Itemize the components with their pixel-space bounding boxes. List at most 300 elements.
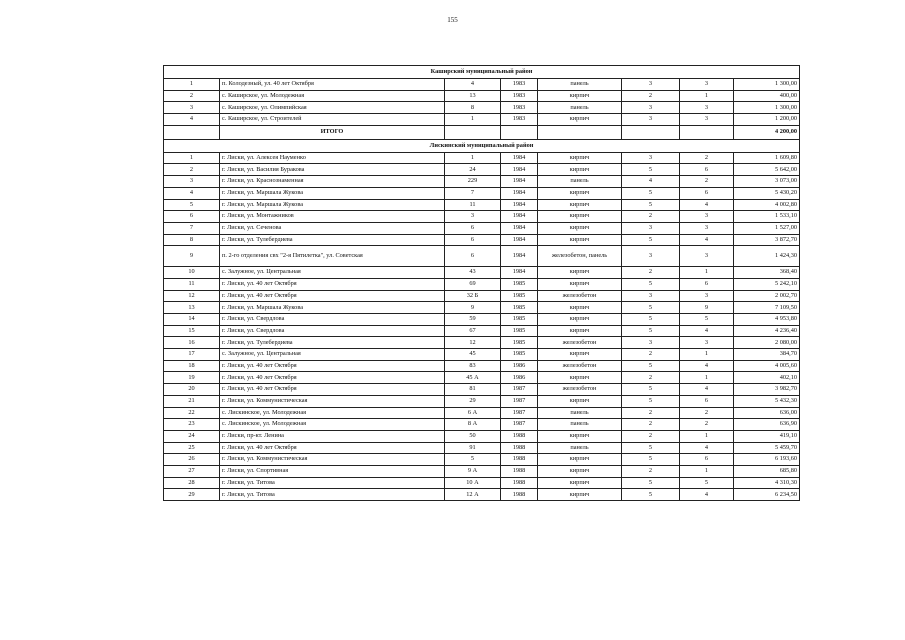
table-row [164,407,800,419]
table-row [164,211,800,223]
area-cell: 1 200,00 [734,114,800,126]
total-empty-cell [445,125,501,139]
address-cell: г. Лиски, ул. 40 лет Октября [220,384,445,396]
wall-material-cell: кирпич [538,454,622,466]
year-cell: 1983 [501,79,538,91]
house-number-cell: 59 [445,314,501,326]
floors-cell: 3 [622,290,680,302]
row-number: 15 [164,325,220,337]
floors-cell: 2 [622,430,680,442]
row-number: 9 [164,246,220,267]
area-cell: 1 609,80 [734,152,800,164]
entrances-cell: 6 [680,454,734,466]
floors-cell: 2 [622,465,680,477]
wall-material-cell: кирпич [538,187,622,199]
year-cell: 1985 [501,349,538,361]
floors-cell: 2 [622,419,680,431]
year-cell: 1988 [501,430,538,442]
year-cell: 1988 [501,454,538,466]
house-number-cell: 12 А [445,489,501,501]
wall-material-cell: кирпич [538,302,622,314]
table-row [164,430,800,442]
house-number-cell: 1 [445,152,501,164]
year-cell: 1985 [501,290,538,302]
house-number-cell: 6 [445,234,501,246]
floors-cell: 5 [622,489,680,501]
table-row [164,477,800,489]
area-cell: 400,00 [734,90,800,102]
entrances-cell: 2 [680,152,734,164]
row-number: 4 [164,114,220,126]
table-row [164,337,800,349]
entrances-cell: 9 [680,302,734,314]
floors-cell: 4 [622,176,680,188]
house-number-cell: 12 [445,337,501,349]
table-row [164,187,800,199]
entrances-cell: 2 [680,176,734,188]
wall-material-cell: кирпич [538,477,622,489]
area-cell: 7 109,50 [734,302,800,314]
wall-material-cell: кирпич [538,152,622,164]
address-cell: г. Лиски, ул. 40 лет Октября [220,442,445,454]
entrances-cell: 1 [680,349,734,361]
wall-material-cell: кирпич [538,325,622,337]
row-number: 10 [164,267,220,279]
floors-cell: 3 [622,102,680,114]
area-cell: 4 953,80 [734,314,800,326]
year-cell: 1983 [501,114,538,126]
row-number: 17 [164,349,220,361]
row-number: 24 [164,430,220,442]
house-number-cell: 83 [445,360,501,372]
address-cell: г. Лиски, ул. Маршала Жукова [220,199,445,211]
house-number-cell: 45 А [445,372,501,384]
total-empty-cell [538,125,622,139]
table-row [164,325,800,337]
row-number: 1 [164,79,220,91]
entrances-cell: 4 [680,234,734,246]
house-number-cell: 10 А [445,477,501,489]
table-row [164,90,800,102]
table-row [164,199,800,211]
row-number: 1 [164,152,220,164]
address-cell: с. Каширское, ул. Молодежная [220,90,445,102]
address-cell: г. Лиски, ул. Краснознаменная [220,176,445,188]
wall-material-cell: кирпич [538,395,622,407]
floors-cell: 5 [622,395,680,407]
table-row [164,246,800,267]
year-cell: 1984 [501,199,538,211]
year-cell: 1986 [501,372,538,384]
row-number: 2 [164,90,220,102]
table-row [164,395,800,407]
floors-cell: 3 [622,337,680,349]
table-row [164,222,800,234]
house-number-cell: 6 А [445,407,501,419]
wall-material-cell: кирпич [538,114,622,126]
area-cell: 419,10 [734,430,800,442]
table-row [164,489,800,501]
row-number: 13 [164,302,220,314]
floors-cell: 5 [622,314,680,326]
table-row [164,290,800,302]
house-number-cell: 8 А [445,419,501,431]
entrances-cell: 6 [680,187,734,199]
table-row [164,384,800,396]
total-label: ИТОГО [220,125,445,139]
floors-cell: 2 [622,372,680,384]
year-cell: 1988 [501,489,538,501]
house-number-cell: 67 [445,325,501,337]
area-cell: 1 300,00 [734,102,800,114]
table-row [164,302,800,314]
year-cell: 1984 [501,164,538,176]
area-cell: 685,80 [734,465,800,477]
wall-material-cell: кирпич [538,465,622,477]
entrances-cell: 3 [680,211,734,223]
house-number-cell: 3 [445,211,501,223]
year-cell: 1984 [501,211,538,223]
total-empty-cell [622,125,680,139]
row-number: 3 [164,102,220,114]
wall-material-cell: железобетон [538,337,622,349]
total-empty-cell [501,125,538,139]
entrances-cell: 3 [680,79,734,91]
year-cell: 1983 [501,102,538,114]
floors-cell: 5 [622,477,680,489]
housing-registry-table [163,65,800,501]
year-cell: 1986 [501,360,538,372]
area-cell: 4 005,60 [734,360,800,372]
page-number: 155 [447,16,458,24]
area-cell: 1 527,00 [734,222,800,234]
total-empty-cell [680,125,734,139]
house-number-cell: 1 [445,114,501,126]
row-number: 26 [164,454,220,466]
table-row [164,267,800,279]
wall-material-cell: кирпич [538,314,622,326]
table-row [164,164,800,176]
floors-cell: 3 [622,114,680,126]
row-number: 16 [164,337,220,349]
wall-material-cell: кирпич [538,349,622,361]
table-row [164,102,800,114]
address-cell: г. Лиски, ул. Тулебердиева [220,337,445,349]
house-number-cell: 13 [445,90,501,102]
address-cell: г. Лиски, ул. Свердлова [220,325,445,337]
year-cell: 1988 [501,465,538,477]
address-cell: г. Лиски, ул. Коммунистическая [220,395,445,407]
area-cell: 384,70 [734,349,800,361]
area-cell: 402,10 [734,372,800,384]
address-cell: г. Лиски, пр-кт. Ленина [220,430,445,442]
area-cell: 4 310,30 [734,477,800,489]
wall-material-cell: кирпич [538,222,622,234]
floors-cell: 3 [622,152,680,164]
entrances-cell: 6 [680,395,734,407]
entrances-cell: 4 [680,384,734,396]
address-cell: г. Лиски, ул. Алексея Науменко [220,152,445,164]
entrances-cell: 3 [680,102,734,114]
area-cell: 3 872,70 [734,234,800,246]
wall-material-cell: кирпич [538,234,622,246]
address-cell: г. Лиски, ул. 40 лет Октября [220,360,445,372]
area-cell: 368,40 [734,267,800,279]
address-cell: г. Лиски, ул. 40 лет Октября [220,372,445,384]
address-cell: с. Залужное, ул. Центральная [220,349,445,361]
house-number-cell: 9 А [445,465,501,477]
floors-cell: 2 [622,211,680,223]
section-title: Каширский муниципальный район [164,66,800,79]
address-cell: г. Лиски, ул. Титова [220,477,445,489]
wall-material-cell: железобетон [538,360,622,372]
table-row [164,79,800,91]
area-cell: 636,00 [734,407,800,419]
house-number-cell: 5 [445,454,501,466]
entrances-cell: 1 [680,465,734,477]
house-number-cell: 91 [445,442,501,454]
floors-cell: 2 [622,349,680,361]
entrances-cell: 1 [680,430,734,442]
year-cell: 1984 [501,267,538,279]
year-cell: 1984 [501,176,538,188]
row-number: 29 [164,489,220,501]
address-cell: с. Каширское, ул. Олимпийская [220,102,445,114]
wall-material-cell: кирпич [538,372,622,384]
row-number: 6 [164,211,220,223]
entrances-cell: 3 [680,114,734,126]
year-cell: 1985 [501,314,538,326]
row-number: 25 [164,442,220,454]
address-cell: г. Лиски, ул. Маршала Жукова [220,187,445,199]
entrances-cell: 2 [680,407,734,419]
floors-cell: 5 [622,384,680,396]
address-cell: с. Лискинское, ул. Молодежная [220,407,445,419]
area-cell: 636,90 [734,419,800,431]
house-number-cell: 6 [445,246,501,267]
floors-cell: 5 [622,442,680,454]
floors-cell: 2 [622,267,680,279]
floors-cell: 5 [622,360,680,372]
house-number-cell: 6 [445,222,501,234]
house-number-cell: 229 [445,176,501,188]
floors-cell: 5 [622,278,680,290]
registry-body [164,66,800,501]
section-title: Лискинский муниципальный район [164,139,800,152]
address-cell: г. Лиски, ул. 40 лет Октября [220,278,445,290]
area-cell: 4 002,80 [734,199,800,211]
year-cell: 1987 [501,407,538,419]
wall-material-cell: панель [538,102,622,114]
row-number: 5 [164,199,220,211]
year-cell: 1988 [501,477,538,489]
area-cell: 3 073,00 [734,176,800,188]
entrances-cell: 1 [680,267,734,279]
wall-material-cell: кирпич [538,199,622,211]
year-cell: 1984 [501,222,538,234]
year-cell: 1985 [501,337,538,349]
floors-cell: 5 [622,187,680,199]
wall-material-cell: кирпич [538,211,622,223]
house-number-cell: 29 [445,395,501,407]
house-number-cell: 50 [445,430,501,442]
floors-cell: 5 [622,164,680,176]
floors-cell: 3 [622,222,680,234]
row-number: 3 [164,176,220,188]
row-number: 22 [164,407,220,419]
row-number: 20 [164,384,220,396]
table-row [164,454,800,466]
floors-cell: 5 [622,454,680,466]
entrances-cell: 3 [680,246,734,267]
address-cell: г. Лиски, ул. Тулебердиева [220,234,445,246]
address-cell: г. Лиски, ул. Свердлова [220,314,445,326]
year-cell: 1987 [501,395,538,407]
floors-cell: 3 [622,79,680,91]
table-row [164,349,800,361]
house-number-cell: 81 [445,384,501,396]
table-row [164,442,800,454]
year-cell: 1987 [501,384,538,396]
address-cell: г. Лиски, ул. 40 лет Октября [220,290,445,302]
row-number: 2 [164,164,220,176]
floors-cell: 5 [622,234,680,246]
house-number-cell: 7 [445,187,501,199]
row-number: 4 [164,187,220,199]
address-cell: г. Лиски, ул. Монтажников [220,211,445,223]
table-row [164,372,800,384]
area-cell: 5 242,10 [734,278,800,290]
area-cell: 2 002,70 [734,290,800,302]
table-row [164,152,800,164]
floors-cell: 5 [622,302,680,314]
row-number: 14 [164,314,220,326]
row-number: 19 [164,372,220,384]
address-cell: г. Лиски, ул. Василия Буракова [220,164,445,176]
table-row [164,234,800,246]
address-cell: п. Колодезный, ул. 40 лет Октября [220,79,445,91]
entrances-cell: 3 [680,337,734,349]
year-cell: 1984 [501,246,538,267]
address-cell: п. 2-го отделения свх "2-я Пятилетка", ул. Советская [220,246,445,267]
table-row [164,419,800,431]
area-cell: 4 236,40 [734,325,800,337]
wall-material-cell: кирпич [538,489,622,501]
wall-material-cell: кирпич [538,90,622,102]
address-cell: г. Лиски, ул. Титова [220,489,445,501]
wall-material-cell: кирпич [538,267,622,279]
entrances-cell: 1 [680,372,734,384]
area-cell: 6 234,50 [734,489,800,501]
entrances-cell: 4 [680,325,734,337]
address-cell: г. Лиски, ул. Спортивная [220,465,445,477]
floors-cell: 2 [622,90,680,102]
house-number-cell: 45 [445,349,501,361]
area-cell: 5 459,70 [734,442,800,454]
area-cell: 3 982,70 [734,384,800,396]
floors-cell: 5 [622,325,680,337]
entrances-cell: 1 [680,90,734,102]
area-cell: 2 080,00 [734,337,800,349]
total-area: 4 200,00 [734,125,800,139]
address-cell: с. Каширское, ул. Строителей [220,114,445,126]
wall-material-cell: панель [538,419,622,431]
wall-material-cell: кирпич [538,164,622,176]
row-number: 8 [164,234,220,246]
area-cell: 5 430,20 [734,187,800,199]
row-number: 21 [164,395,220,407]
year-cell: 1984 [501,152,538,164]
house-number-cell: 4 [445,79,501,91]
section-header-row [164,66,800,79]
table-row [164,360,800,372]
year-cell: 1987 [501,419,538,431]
address-cell: с. Лискинское, ул. Молодежная [220,419,445,431]
wall-material-cell: железобетон [538,290,622,302]
house-number-cell: 32 Б [445,290,501,302]
year-cell: 1985 [501,302,538,314]
year-cell: 1983 [501,90,538,102]
house-number-cell: 8 [445,102,501,114]
entrances-cell: 4 [680,360,734,372]
wall-material-cell: панель [538,79,622,91]
address-cell: г. Лиски, ул. Сеченова [220,222,445,234]
year-cell: 1985 [501,325,538,337]
entrances-cell: 5 [680,477,734,489]
row-number: 7 [164,222,220,234]
year-cell: 1985 [501,278,538,290]
section-header-row [164,139,800,152]
wall-material-cell: кирпич [538,278,622,290]
row-number: 23 [164,419,220,431]
total-empty-cell [164,125,220,139]
house-number-cell: 69 [445,278,501,290]
row-number: 18 [164,360,220,372]
row-number: 11 [164,278,220,290]
address-cell: с. Залужное, ул. Центральная [220,267,445,279]
address-cell: г. Лиски, ул. Коммунистическая [220,454,445,466]
table-row [164,314,800,326]
area-cell: 1 424,30 [734,246,800,267]
entrances-cell: 4 [680,442,734,454]
floors-cell: 5 [622,199,680,211]
entrances-cell: 3 [680,222,734,234]
table-row [164,465,800,477]
year-cell: 1984 [501,187,538,199]
entrances-cell: 4 [680,489,734,501]
house-number-cell: 9 [445,302,501,314]
row-number: 28 [164,477,220,489]
address-cell: г. Лиски, ул. Маршала Жукова [220,302,445,314]
floors-cell: 2 [622,407,680,419]
row-number: 12 [164,290,220,302]
wall-material-cell: железобетон [538,384,622,396]
house-number-cell: 11 [445,199,501,211]
table-row [164,176,800,188]
entrances-cell: 5 [680,314,734,326]
house-number-cell: 43 [445,267,501,279]
entrances-cell: 2 [680,419,734,431]
row-number: 27 [164,465,220,477]
area-cell: 5 432,30 [734,395,800,407]
wall-material-cell: железобетон, панель [538,246,622,267]
entrances-cell: 6 [680,164,734,176]
entrances-cell: 6 [680,278,734,290]
table-row [164,278,800,290]
area-cell: 1 300,00 [734,79,800,91]
wall-material-cell: панель [538,176,622,188]
entrances-cell: 4 [680,199,734,211]
